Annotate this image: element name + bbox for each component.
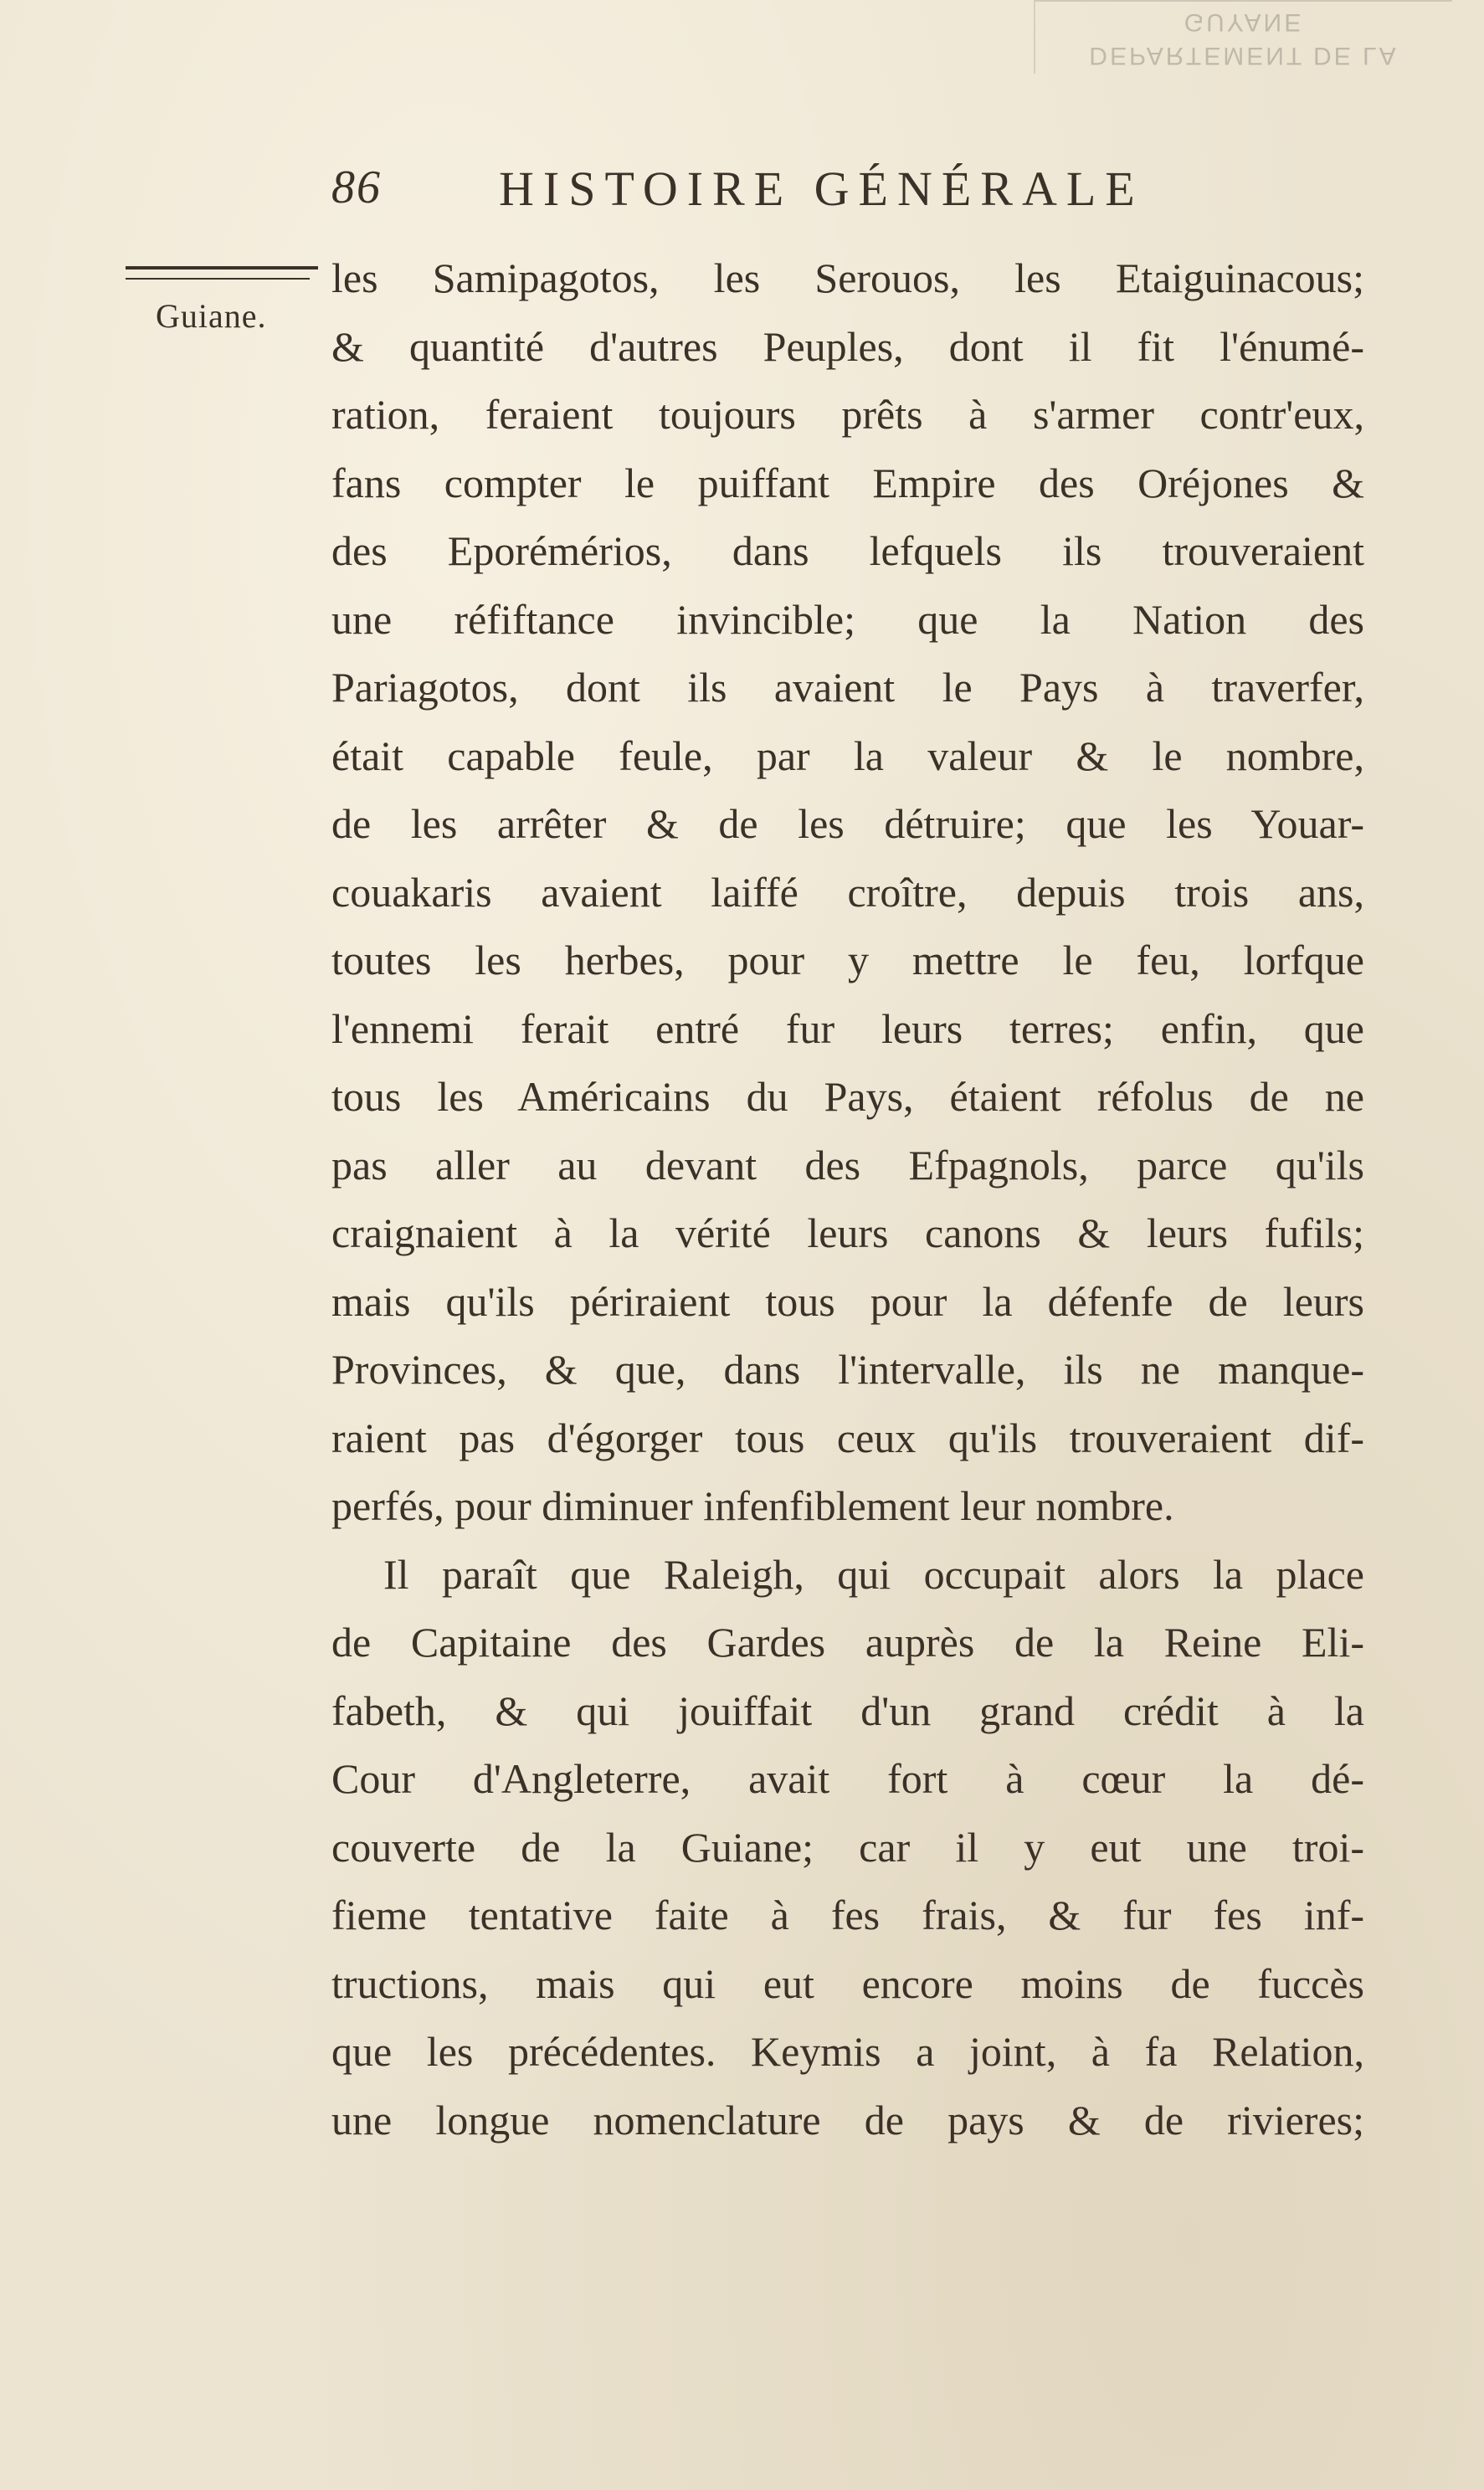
text-line: fans compter le puiffant Empire des Oréjones &	[331, 459, 1364, 506]
page-number: 86	[331, 162, 382, 213]
text-line: & quantité d'autres Peuples, dont il fit l'énumé-	[331, 322, 1364, 370]
text-line: était capable feule, par la valeur & le nombre,	[331, 732, 1364, 779]
body-text	[331, 244, 1364, 2154]
text-line: les Samipagotos, les Serouos, les Etaiguinacous;	[331, 254, 1364, 301]
text-line: tous les Américains du Pays, étaient réfolus de ne	[331, 1073, 1364, 1120]
text-line: raient pas d'égorger tous ceux qu'ils trouveraient dif-	[331, 1414, 1364, 1461]
margin-note: Guiane.	[156, 297, 267, 335]
text-line: des Eporémérios, dans lefquels ils trouveraient	[331, 527, 1364, 574]
margin-rule	[126, 266, 318, 270]
text-line: Provinces, & que, dans l'intervalle, ils ne manque-	[331, 1346, 1364, 1393]
text-line: ration, feraient toujours prêts à s'armer contr'eux,	[331, 391, 1364, 438]
text-line: que les précédentes. Keymis a joint, à fa Relation,	[331, 2028, 1364, 2075]
page-header	[331, 161, 1369, 219]
text-line: pas aller au devant des Efpagnols, parce qu'ils	[331, 1141, 1364, 1189]
text-line: perfés, pour diminuer infenfiblement leur nombre.	[331, 1482, 1174, 1529]
text-line: tructions, mais qui eut encore moins de fuccès	[331, 1959, 1364, 2007]
text-line: l'ennemi ferait entré fur leurs terres; enfin, que	[331, 1004, 1364, 1052]
text-line: de les arrêter & de les détruire; que les Youar-	[331, 800, 1364, 847]
text-line: toutes les herbes, pour y mettre le feu, lorfque	[331, 937, 1364, 983]
text-line: Cour d'Angleterre, avait fort à cœur la dé-	[331, 1755, 1364, 1802]
running-title: HISTOIRE GÉNÉRALE	[499, 162, 1144, 216]
text-line: Il paraît que Raleigh, qui occupait alors la place	[383, 1550, 1364, 1598]
text-line: de Capitaine des Gardes auprès de la Reine Eli-	[331, 1619, 1364, 1666]
text-line: fieme tentative faite à fes frais, & fur fes inf-	[331, 1892, 1364, 1938]
text-line: fabeth, & qui jouiffait d'un grand crédit à la	[331, 1687, 1364, 1734]
text-line: couverte de la Guiane; car il y eut une troi-	[331, 1823, 1364, 1871]
library-stamp: DEPARTEMENT DE LA GUYANE	[1034, 0, 1452, 74]
text-line: couakaris avaient laiffé croître, depuis trois ans,	[331, 868, 1364, 916]
text-line: une longue nomenclature de pays & de rivieres;	[331, 2096, 1364, 2143]
text-line: une réfiftance invincible; que la Nation des	[331, 595, 1364, 643]
margin-rule-thin	[126, 278, 310, 280]
text-line: Pariagotos, dont ils avaient le Pays à traverfer,	[331, 664, 1364, 711]
text-line: mais qu'ils périraient tous pour la défenfe de leurs	[331, 1277, 1364, 1325]
text-line: craignaient à la vérité leurs canons & leurs fufils;	[331, 1209, 1364, 1256]
